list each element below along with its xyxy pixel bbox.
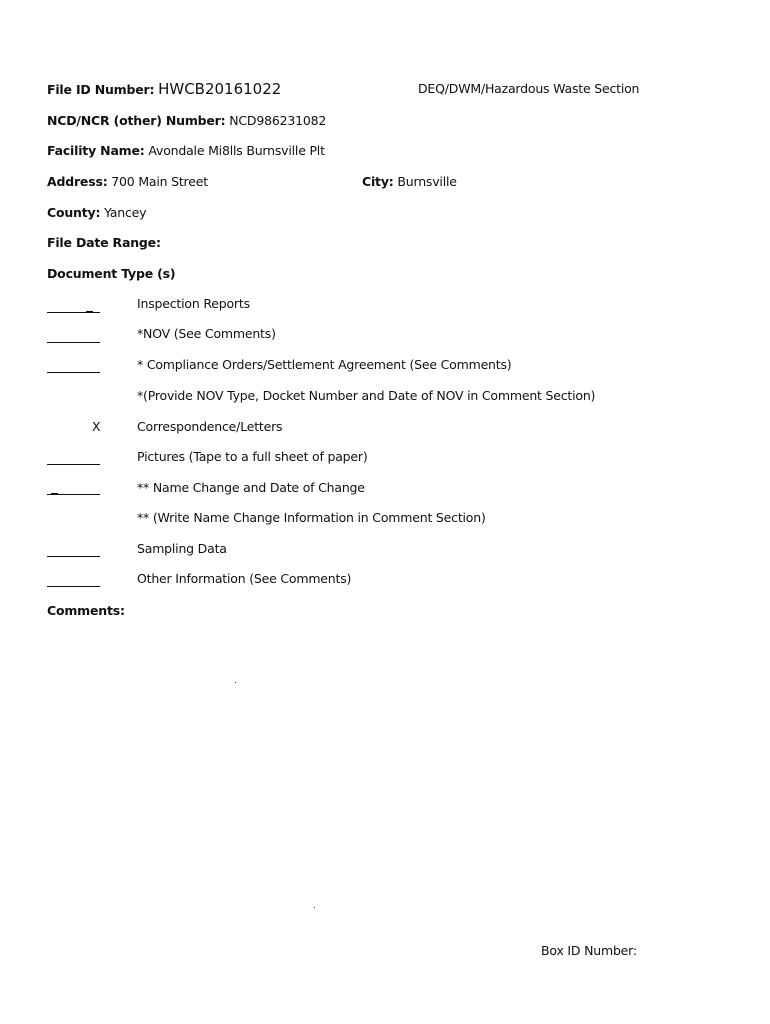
file-id-label: File ID Number: <box>47 82 155 97</box>
file-id-row <box>47 80 281 98</box>
box-id-label: Box ID Number: <box>541 943 637 958</box>
scan-speck <box>314 907 315 908</box>
ncd-value: NCD986231082 <box>229 113 327 128</box>
address-row <box>47 174 208 189</box>
comments-label: Comments: <box>47 603 125 618</box>
doc-type-blank-line <box>47 342 100 343</box>
doc-type-blank-line <box>47 372 100 373</box>
doc-type-note: ** (Write Name Change Information in Comment Section) <box>137 510 486 525</box>
doc-type-blank-line <box>47 494 100 495</box>
document-type-label: Document Type (s) <box>47 266 176 281</box>
ncd-label: NCD/NCR (other) Number: <box>47 113 226 128</box>
doc-type-label: * Compliance Orders/Settlement Agreement (See Comments) <box>137 357 512 372</box>
doc-type-blank-line <box>47 312 100 313</box>
ncd-row <box>47 113 326 128</box>
doc-type-label: Sampling Data <box>137 541 227 556</box>
file-date-range-label: File Date Range: <box>47 235 161 250</box>
county-label: County: <box>47 205 101 220</box>
facility-row <box>47 143 325 158</box>
city-row <box>362 174 457 189</box>
address-label: Address: <box>47 174 108 189</box>
scan-speck <box>235 682 236 683</box>
facility-label: Facility Name: <box>47 143 145 158</box>
doc-type-checkmark: X <box>92 419 101 434</box>
facility-value: Avondale Mi8lls Burnsville Plt <box>148 143 325 158</box>
doc-type-label: Inspection Reports <box>137 296 250 311</box>
doc-type-label: *NOV (See Comments) <box>137 326 276 341</box>
doc-type-label: Pictures (Tape to a full sheet of paper) <box>137 449 368 464</box>
doc-type-blank-line <box>47 464 100 465</box>
doc-type-blank-line <box>47 586 100 587</box>
city-label: City: <box>362 174 394 189</box>
section-name: DEQ/DWM/Hazardous Waste Section <box>418 81 640 96</box>
county-row <box>47 205 146 220</box>
address-value: 700 Main Street <box>111 174 208 189</box>
doc-type-blank-line <box>47 556 100 557</box>
doc-type-label: Correspondence/Letters <box>137 419 283 434</box>
city-value: Burnsville <box>397 174 457 189</box>
doc-type-blank-tick <box>86 311 93 312</box>
county-value: Yancey <box>104 205 147 220</box>
doc-type-note: *(Provide NOV Type, Docket Number and Date of NOV in Comment Section) <box>137 388 596 403</box>
doc-type-label: Other Information (See Comments) <box>137 571 352 586</box>
doc-type-label: ** Name Change and Date of Change <box>137 480 365 495</box>
doc-type-blank-tick <box>51 493 58 494</box>
file-id-value: HWCB20161022 <box>158 80 282 98</box>
